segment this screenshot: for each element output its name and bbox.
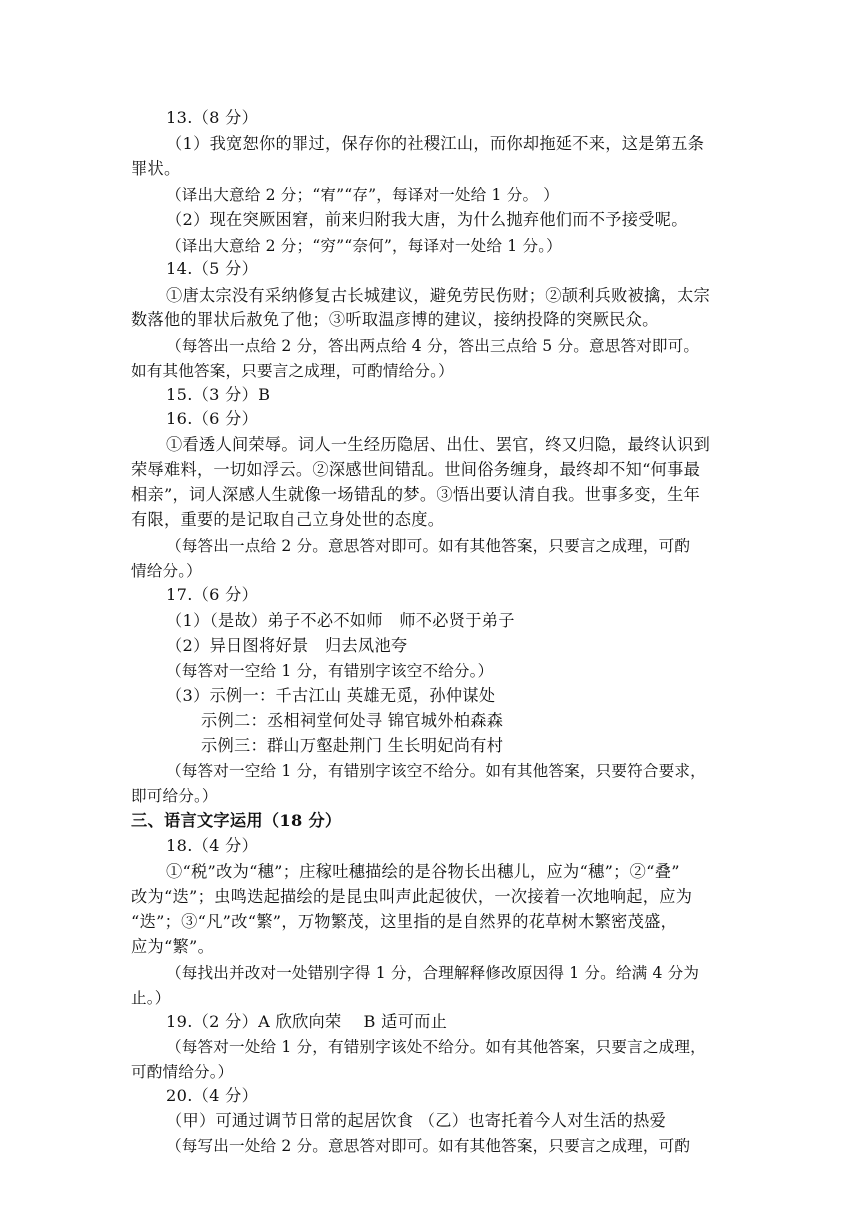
q13-answer-1-line-1: （1）我宽恕你的罪过，保存你的社稷江山，而你却拖延不来，这是第五条	[166, 134, 705, 153]
q17-scoring-note-1: （每答对一空给 1 分，有错别字该空不给分。）	[166, 662, 494, 680]
q20-scoring-note-line-1: （每写出一处给 2 分。意思答对即可。如有其他答案，只要言之成理，可酌	[166, 1137, 691, 1155]
q18-answer-line-4: 应为“繁”。	[131, 937, 215, 956]
q16-header: 16.（6 分）	[166, 409, 259, 428]
q14-answer-line-2: 数落他的罪状后赦免了他；③听取温彦博的建议，接纳投降的突厥民众。	[131, 310, 659, 329]
q13-scoring-note-2: （译出大意给 2 分；“穷”“奈何”，每译对一处给 1 分。）	[166, 237, 562, 255]
q14-answer-line-1: ①唐太宗没有采纳修复古长城建议，避免劳民伤财；②颉利兵败被擒，太宗	[166, 286, 711, 305]
q18-answer-line-3: “迭”；③“凡”改“繁”，万物繁茂，这里指的是自然界的花草树木繁密茂盛，	[131, 912, 678, 931]
q13-header: 13.（8 分）	[166, 108, 259, 127]
q16-answer-line-1: ①看透人间荣辱。词人一生经历隐居、出仕、罢官，终又归隐，最终认识到	[166, 435, 711, 454]
q19-scoring-note-line-2: 可酌情给分。）	[131, 1063, 234, 1081]
q13-scoring-note-1: （译出大意给 2 分；“宥”“存”，每译对一处给 1 分。 ）	[166, 186, 560, 204]
q17-answer-3-example-2: 示例二：丞相祠堂何处寻 锦官城外柏森森	[201, 711, 504, 730]
section-three-heading: 三、语言文字运用（18 分）	[131, 811, 342, 830]
q18-answer-line-1: ①“税”改为“穗”；庄稼吐穗描绘的是谷物长出穗儿，应为“穗”；②“叠”	[166, 862, 680, 881]
q17-answer-1: （1）（是故）弟子不必不如师 师不必贤于弟子	[166, 611, 515, 630]
q16-answer-line-2: 荣辱难料，一切如浮云。②深感世间错乱。世间俗务缠身，最终却不知“何事最	[131, 460, 701, 479]
q15-answer: 15.（3 分）B	[166, 385, 271, 404]
q17-header: 17.（6 分）	[166, 585, 259, 604]
q14-scoring-note-line-2: 如有其他答案，只要言之成理，可酌情给分。）	[131, 362, 454, 380]
q19-scoring-note-line-1: （每答对一处给 1 分，有错别字该处不给分。如有其他答案，只要言之成理，	[166, 1038, 706, 1056]
q16-scoring-note-line-1: （每答出一点给 2 分。意思答对即可。如有其他答案，只要言之成理，可酌	[166, 537, 691, 555]
q18-scoring-note-line-2: 止。）	[131, 989, 171, 1007]
q13-answer-1-line-2: 罪状。	[131, 159, 181, 178]
q16-answer-line-4: 有限，重要的是记取自己立身处世的态度。	[131, 510, 445, 529]
q18-answer-line-2: 改为“迭”；虫鸣迭起描绘的是昆虫叫声此起彼伏，一次接着一次地响起，应为	[131, 887, 693, 906]
q16-scoring-note-line-2: 情给分。）	[131, 562, 202, 580]
q18-header: 18.（4 分）	[166, 836, 259, 855]
q17-answer-3-example-1: （3）示例一：千古江山 英雄无觅，孙仲谋处	[166, 686, 496, 705]
q17-scoring-note-2-line-1: （每答对一空给 1 分，有错别字该空不给分。如有其他答案，只要符合要求，	[166, 762, 706, 780]
q18-scoring-note-line-1: （每找出并改对一处错别字得 1 分，合理解释修改原因得 1 分。给满 4 分为	[166, 964, 700, 982]
q17-answer-3-example-3: 示例三：群山万壑赴荆门 生长明妃尚有村	[201, 736, 504, 755]
q17-answer-2: （2）异日图将好景 归去凤池夸	[166, 636, 408, 655]
q20-header: 20.（4 分）	[166, 1086, 259, 1105]
q14-scoring-note-line-1: （每答出一点给 2 分，答出两点给 4 分，答出三点给 5 分。意思答对即可。	[166, 337, 700, 355]
q13-answer-2: （2）现在突厥困窘，前来归附我大唐，为什么抛弃他们而不予接受呢。	[166, 210, 688, 229]
q19-answer: 19.（2 分）A 欣欣向荣 B 适可而止	[166, 1012, 448, 1031]
q14-header: 14.（5 分）	[166, 259, 259, 278]
q20-answer: （甲）可通过调节日常的起居饮食 （乙）也寄托着今人对生活的热爱	[166, 1111, 667, 1130]
q16-answer-line-3: 相亲”，词人深感人生就像一场错乱的梦。③悟出要认清自我。世事多变，生年	[131, 485, 701, 504]
q17-scoring-note-2-line-2: 即可给分。）	[131, 787, 218, 805]
